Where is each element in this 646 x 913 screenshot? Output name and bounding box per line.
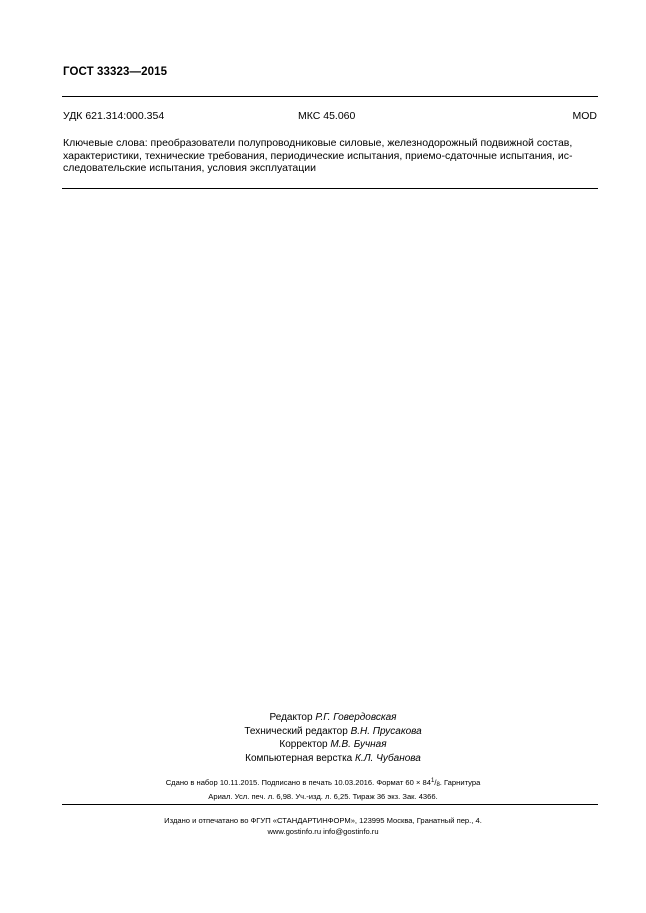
credit-person: В.Н. Прусакова (350, 725, 422, 737)
keywords-block (63, 137, 599, 175)
mks-code: МКС 45.060 (298, 110, 356, 122)
credit-editor (223, 711, 443, 725)
credit-person: К.Л. Чубанова (355, 752, 421, 764)
credit-technical-editor (223, 725, 443, 739)
credit-role: Компьютерная верстка (245, 752, 353, 764)
credit-role: Корректор (279, 739, 328, 750)
publisher-line-1: Издано и отпечатано во ФГУП «СТАНДАРТИНФОРМ», 123995 Москва, Гранатный пер., 4. (164, 816, 482, 825)
keywords-line-3: следовательские испытания, условия эксплуатации (63, 162, 316, 174)
udk-code: УДК 621.314:000.354 (63, 110, 165, 122)
credit-person: М.В. Бучная (330, 739, 387, 750)
credit-role: Редактор (269, 712, 313, 723)
imprint-text-end: . Гарнитура (439, 778, 481, 787)
imprint-divider (62, 804, 598, 805)
imprint-text: Сдано в набор 10.11.2015. Подписано в печать 10.03.2016. Формат 60 × 84 (165, 778, 431, 787)
keywords-line-2: характеристики, технические требования, периодические испытания, приемо-сдаточные испытания, ис- (63, 149, 573, 162)
imprint-block (0, 776, 646, 802)
credit-role: Технический редактор (244, 725, 348, 737)
publisher-website: www.gostinfo.ru info@gostinfo.ru (267, 827, 379, 836)
credit-layout (223, 752, 443, 766)
keywords-divider (62, 188, 598, 189)
fraction-denominator: 8 (436, 782, 440, 788)
credit-person: Р.Г. Говердовская (315, 712, 397, 723)
mod-label: MOD (572, 110, 597, 122)
imprint-line-2: Ариал. Усл. печ. л. 6,98. Уч.-изд. л. 6,25. Тираж 36 экз. Зак. 4366. (208, 792, 438, 801)
credits-block (223, 711, 443, 765)
standard-code: ГОСТ 33323—2015 (63, 66, 168, 78)
credit-proofreader (223, 738, 443, 752)
publisher-block (0, 815, 646, 837)
top-divider (62, 96, 598, 97)
fraction-slash: / (434, 778, 437, 787)
imprint-line-1 (0, 776, 646, 791)
keywords-line-1: Ключевые слова: преобразователи полупроводниковые силовые, железнодорожный подвижной состав, (63, 137, 573, 149)
fraction-numerator: 1 (430, 778, 435, 784)
